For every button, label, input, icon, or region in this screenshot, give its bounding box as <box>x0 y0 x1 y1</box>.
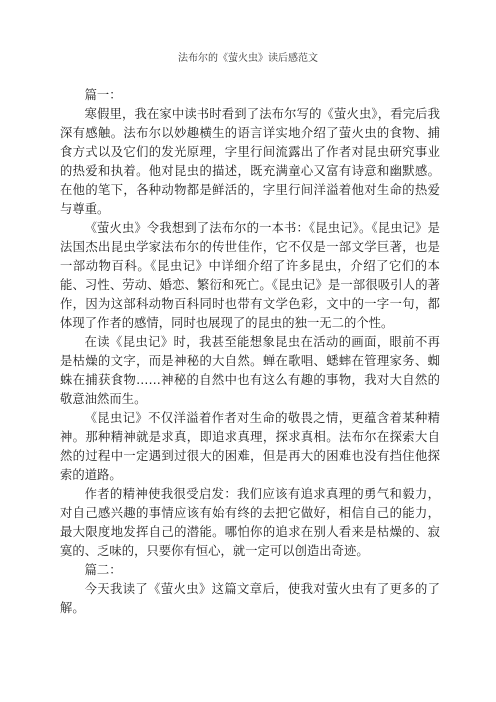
section-heading-1: 篇一： <box>84 88 122 102</box>
paragraph: 作者的精神使我很受启发：我们应该有追求真理的勇气和毅力，对自己感兴趣的事情应该有始有终的去把它做好，相信自己的能力，最大限度地发挥自己的潜能。哪怕你的追求在别人看来是枯燥的、寂寞的、乏味的，只要你有恒心，就一定可以创造出奇迹。 <box>60 487 440 558</box>
document-title: 法布尔的《萤火虫》读后感范文 <box>178 53 318 64</box>
paragraph: 《萤火虫》令我想到了法布尔的一本书：《昆虫记》。《昆虫记》是法国杰出昆虫学家法布尔的传世佳作，它不仅是一部文学巨著，也是一部动物百科。《昆虫记》中详细介绍了许多昆虫，介绍了它们的本能、习性、劳动、婚恋、繁衍和死亡。《昆虫记》是一部很吸引人的著作，因为这部科动物百科同时也带有文学色彩，文中的一字一句，都体现了作者的感情，同时也展现了的昆虫的独一无二的个性。 <box>60 221 440 330</box>
section-heading-2: 篇二： <box>84 563 122 577</box>
paragraph: 今天我读了《萤火虫》这篇文章后，使我对萤火虫有了更多的了解。 <box>60 582 440 615</box>
document-body <box>60 86 440 618</box>
paragraph: 寒假里，我在家中读书时看到了法布尔写的《萤火虫》，看完后我深有感触。法布尔以妙趣横生的语言详实地介绍了萤火虫的食物、捕食方式以及它们的发光原理，字里行间流露出了作者对昆虫研究事业的热爱和执着。他对昆虫的描述，既充满童心又富有诗意和幽默感。在他的笔下，各种动物都是鲜活的，字里行间洋溢着他对生命的热爱与尊重。 <box>60 107 440 216</box>
paragraph: 《昆虫记》不仅洋溢着作者对生命的敬畏之情，更蕴含着某种精神。那种精神就是求真，即追求真理，探求真相。法布尔在探索大自然的过程中一定遇到过很大的困难，但是再大的困难也没有挡住他探索的道路。 <box>60 411 440 482</box>
paragraph: 在读《昆虫记》时，我甚至能想象昆虫在活动的画面，眼前不再是枯燥的文字，而是神秘的大自然。蝉在歌唱、蟋蟀在管理家务、蜘蛛在捕获食物……神秘的自然中也有这么有趣的事物，我对大自然的敬意油然而生。 <box>60 335 440 406</box>
